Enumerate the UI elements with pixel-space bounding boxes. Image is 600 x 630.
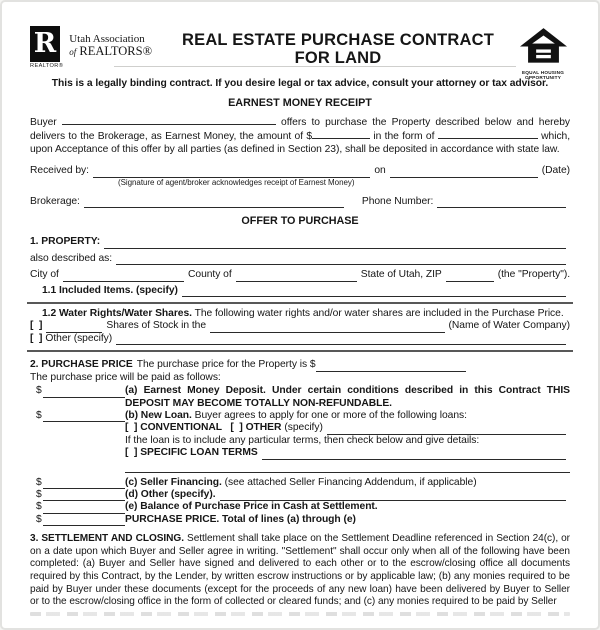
realtor-logo-caption: REALTOR® [30, 63, 64, 69]
county-blank [236, 270, 357, 282]
equal-housing-caption-line2: OPPORTUNITY [524, 75, 562, 81]
equal-housing-icon [520, 28, 567, 65]
amount-total [30, 514, 125, 526]
association-line2 [69, 45, 152, 58]
loan-other-specify-label: (specify) [284, 422, 323, 434]
water-rights-label: 1.2 Water Rights/Water Shares. [42, 308, 192, 320]
dollar-sign-b: $ [36, 409, 42, 421]
earnest-money-deposit-text: (a) Earnest Money Deposit. Under certain conditions described in this Contract THIS DEPOSIT MAY BECOME TOTALLY NON-REFUNDABLE. [125, 385, 570, 409]
county-of-label: County of [188, 269, 232, 281]
equal-housing-logo [516, 28, 570, 80]
title-line1: REAL ESTATE PURCHASE CONTRACT [182, 31, 494, 49]
also-described-blank [116, 253, 566, 265]
amount-e [30, 501, 125, 513]
property-row [30, 236, 570, 248]
title-line2: FOR LAND [294, 49, 382, 67]
water-rights-heading-line [30, 308, 570, 320]
phone-number-blank [437, 196, 566, 208]
association-of: of [69, 47, 77, 57]
buyer-label: Buyer [30, 117, 57, 128]
specific-loan-terms-row [125, 447, 570, 459]
other-payment-label: (d) Other (specify). [125, 488, 216, 500]
other-payment-blank [220, 489, 566, 501]
city-county-row [30, 269, 570, 281]
included-items-label: 1.1 Included Items. (specify) [42, 284, 178, 296]
brokerage-label: Brokerage: [30, 195, 80, 207]
shares-checkbox: [ ] [30, 320, 43, 332]
earnest-money-text-3: which, upon Acceptance of this offer by all parties (as defined in Section 23), shall be deposited in accordance with state law. [30, 131, 571, 155]
amount-e-blank [43, 502, 125, 514]
received-date-blank [390, 166, 538, 178]
also-described-row [30, 253, 570, 265]
purchase-price-blank [316, 360, 466, 372]
association-name [69, 33, 152, 69]
loan-terms-note-line: If the loan is to include any particular terms, then check below and give details: [125, 434, 480, 446]
brokerage-name-blank [84, 196, 344, 208]
loan-type-row [125, 422, 570, 434]
realtor-logo [30, 26, 63, 69]
payment-row-a [30, 385, 570, 410]
other-specify-blank [116, 333, 566, 345]
cutoff-text-remnant [30, 612, 570, 616]
settlement-paragraph [30, 533, 570, 609]
dollar-sign-c: $ [36, 476, 42, 488]
section-divider-1 [27, 302, 573, 304]
city-blank [63, 270, 184, 282]
dollar-sign-e: $ [36, 501, 42, 513]
loan-type-checkboxes: [ ] CONVENTIONAL [ ] OTHER [125, 422, 282, 434]
included-items-row [30, 285, 570, 297]
received-by-row [30, 165, 570, 177]
property-section-label: 1. PROPERTY: [30, 236, 101, 248]
dollar-sign-d: $ [36, 488, 42, 500]
amount-b [30, 410, 125, 422]
document-title [160, 31, 516, 67]
new-loan-label: (b) New Loan. [125, 409, 192, 421]
amount-a-blank [43, 386, 125, 398]
city-of-label: City of [30, 269, 59, 281]
date-label: (Date) [541, 165, 570, 177]
the-property-suffix: (the "Property"). [497, 269, 571, 281]
earnest-money-paragraph [30, 115, 570, 156]
signature-note: (Signature of agent/broker acknowledges receipt of Earnest Money) [118, 177, 355, 187]
other-payment-line [125, 489, 570, 501]
realtor-logo-block [30, 26, 160, 69]
shares-of-stock-label: Shares of Stock in the [106, 320, 207, 332]
form-of-blank [438, 129, 538, 139]
other-specify-label: Other (specify) [45, 332, 113, 344]
amount-d-blank [43, 489, 125, 501]
payment-row-e [30, 501, 570, 513]
included-items-blank [182, 285, 566, 297]
seller-financing-text: (see attached Seller Financing Addendum, if applicable) [224, 476, 477, 488]
amount-d [30, 489, 125, 501]
specific-loan-terms-label: [ ] SPECIFIC LOAN TERMS [125, 447, 258, 459]
zip-blank [446, 270, 494, 282]
earnest-money-text-2: in the form of [373, 131, 435, 143]
buyer-name-blank [62, 115, 276, 125]
amount-a [30, 385, 125, 397]
new-loan-text: Buyer agrees to apply for one or more of the following loans: [194, 409, 467, 421]
earnest-money-receipt-heading: EARNEST MONEY RECEIPT [228, 97, 372, 109]
paid-as-follows-line: The purchase price will be paid as follows: [30, 371, 221, 383]
association-realtors: REALTORS® [79, 44, 153, 58]
seller-financing-line [125, 477, 570, 489]
amount-b-blank [43, 410, 125, 422]
other-checkbox: [ ] [30, 332, 43, 344]
association-line1: Utah Association [69, 33, 145, 45]
settlement-text: Settlement shall take place on the Settlement Deadline referenced in Section 24(c), or on a date upon which Buyer and Seller agree in writing. "Settlement" shall occur only when all of the following have been completed: (a) Buyer and Seller have signed and delivered to each other or to the escrow/closing office all documents required by this Contract, by the Lender, by written escrow instructions or by applicable law; (b) any monies required to be paid by Buyer under these documents (except for the proceeds of any new loan) have been delivered by Buyer to Seller or to the escrow/closing office in the form of collected or cleared funds; and (c) any monies required to be paid by Seller [30, 533, 570, 608]
realtor-r-icon: R [30, 26, 60, 62]
payment-row-d [30, 489, 570, 501]
shares-quantity-blank [46, 321, 102, 333]
brokerage-row [30, 196, 570, 208]
water-other-row [30, 333, 570, 345]
purchase-price-label: 2. PURCHASE PRICE [30, 359, 133, 371]
earnest-amount-blank [312, 129, 370, 139]
purchase-price-total-line: PURCHASE PRICE. Total of lines (a) through (e) [125, 513, 356, 525]
received-by-signature-blank [93, 166, 370, 178]
property-description-blank [104, 237, 566, 249]
specific-loan-terms-blank [262, 448, 566, 460]
earnest-money-text-1: offers to purchase the Property described below and hereby delivers to the Brokerage, as Earnest Money, the amount of $ [30, 117, 570, 143]
water-company-blank [210, 321, 444, 333]
received-by-label: Received by: [30, 165, 89, 177]
water-shares-row [30, 320, 570, 332]
amount-c [30, 477, 125, 489]
payment-row-b [30, 410, 570, 473]
state-zip-label: State of Utah, ZIP [360, 269, 442, 281]
water-company-note: (Name of Water Company) [448, 320, 570, 332]
payment-row-c [30, 477, 570, 489]
water-rights-text: The following water rights and/or water shares are included in the Purchase Price. [194, 308, 564, 320]
seller-financing-label: (c) Seller Financing. [125, 476, 222, 488]
purchase-price-row [30, 359, 570, 371]
offer-to-purchase-heading: OFFER TO PURCHASE [241, 215, 359, 228]
on-label: on [374, 165, 386, 177]
phone-number-label: Phone Number: [361, 195, 434, 207]
loan-other-specify-blank [327, 423, 566, 435]
amount-c-blank [43, 477, 125, 489]
balance-line: (e) Balance of Purchase Price in Cash at Settlement. [125, 501, 378, 513]
purchase-price-text: The purchase price for the Property is $ [136, 359, 316, 371]
equal-housing-caption-line1: EQUAL HOUSING [521, 70, 565, 75]
legal-advisory-line: This is a legally binding contract. If you desire legal or tax advice, consult your attorney or tax advisor. [51, 78, 549, 89]
payment-row-total [30, 514, 570, 526]
new-loan-line [125, 410, 570, 422]
dollar-sign-total: $ [36, 513, 42, 525]
also-described-label: also described as: [30, 252, 113, 264]
settlement-heading: 3. SETTLEMENT AND CLOSING. [30, 533, 184, 545]
loan-terms-continuation-blank [125, 460, 570, 473]
section-divider-2 [27, 350, 573, 352]
title-faded-rule [114, 66, 516, 67]
amount-total-blank [43, 514, 125, 526]
new-loan-block [125, 410, 570, 473]
dollar-sign-a: $ [36, 385, 42, 397]
